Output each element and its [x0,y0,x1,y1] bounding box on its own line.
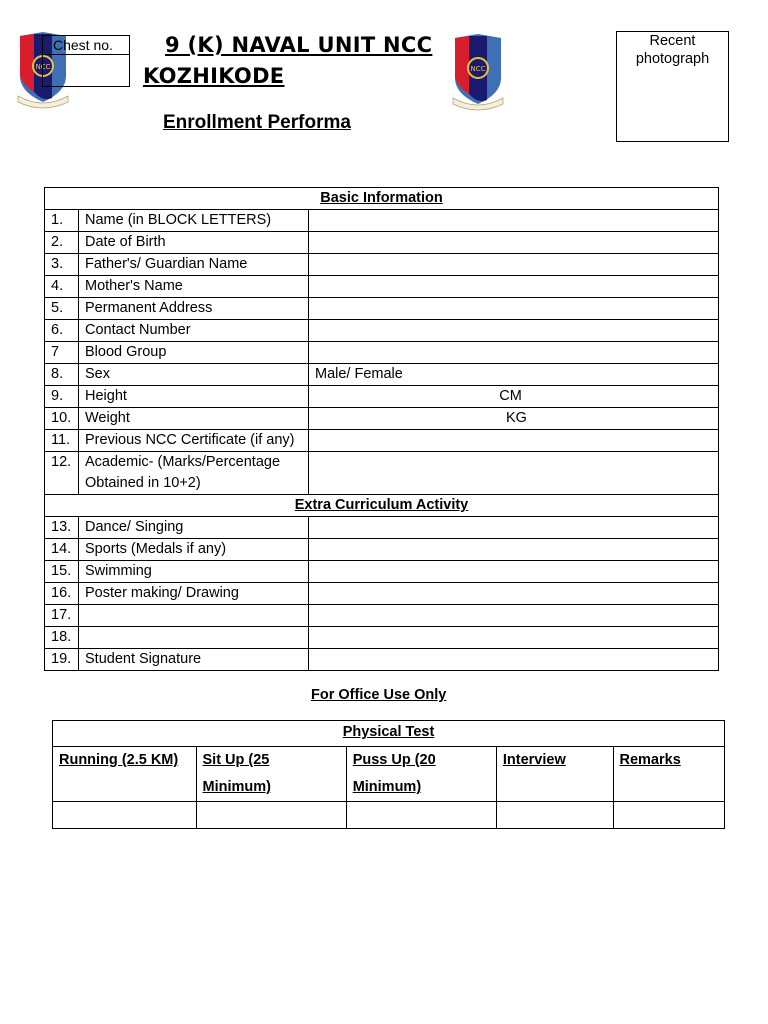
table-row [45,561,719,583]
basic-information-heading-row [45,188,719,210]
row-value-field[interactable] [309,605,719,627]
row-label: Student Signature [79,649,309,671]
physical-test-table [52,720,725,829]
row-label: Sex [79,364,309,386]
row-value-field[interactable] [309,627,719,649]
table-row [45,605,719,627]
row-value-field[interactable]: CM [309,386,719,408]
row-label: Sports (Medals if any) [79,539,309,561]
table-row [45,298,719,320]
row-label: Previous NCC Certificate (if any) [79,430,309,452]
unit-location: KOZHIKODE [143,64,285,88]
row-number: 8. [45,364,79,386]
row-value-field[interactable]: Male/ Female [309,364,719,386]
row-number: 9. [45,386,79,408]
table-row [45,649,719,671]
basic-information-heading: Basic Information [45,188,719,210]
row-number: 5. [45,298,79,320]
row-label: Dance/ Singing [79,517,309,539]
row-number: 15. [45,561,79,583]
basic-information-table [44,187,719,671]
photograph-box[interactable] [616,31,729,142]
row-value-field[interactable] [309,583,719,605]
row-value-field[interactable] [309,561,719,583]
chest-number-label: Chest no. [43,36,129,55]
row-number: 16. [45,583,79,605]
table-row [45,210,719,232]
row-number: 19. [45,649,79,671]
column-header: Interview [496,747,613,802]
row-number: 18. [45,627,79,649]
physical-test-entry-row [53,802,725,829]
physical-test-heading: Physical Test [53,721,725,747]
row-value-field[interactable] [309,298,719,320]
row-label: Academic- (Marks/Percentage Obtained in 10+2) [79,452,309,495]
ncc-emblem-right [449,32,507,112]
row-number: 7 [45,342,79,364]
emblem-text: NCC [35,63,51,71]
row-label: Poster making/ Drawing [79,583,309,605]
row-value-field[interactable] [309,276,719,298]
photo-label-line2: photograph [635,51,710,67]
row-number: 17. [45,605,79,627]
table-row [45,452,719,495]
column-header: Sit Up (25 Minimum) [196,747,346,802]
row-value-field[interactable]: KG [309,408,719,430]
row-value-field[interactable] [309,430,719,452]
row-label: Mother's Name [79,276,309,298]
column-header: Running (2.5 KM) [53,747,197,802]
unit-title: 9 (K) NAVAL UNIT NCC [165,33,433,57]
table-row [45,386,719,408]
row-value-field[interactable] [309,254,719,276]
table-row [45,539,719,561]
row-value-field[interactable] [309,649,719,671]
row-value-field[interactable] [309,210,719,232]
row-number: 4. [45,276,79,298]
row-value-field[interactable] [309,232,719,254]
row-number: 14. [45,539,79,561]
row-label: Father's/ Guardian Name [79,254,309,276]
row-value-field[interactable] [309,517,719,539]
row-label: Name (in BLOCK LETTERS) [79,210,309,232]
row-number: 6. [45,320,79,342]
column-header: Puss Up (20 Minimum) [346,747,496,802]
row-value-field[interactable] [309,320,719,342]
table-row [45,364,719,386]
row-label: Date of Birth [79,232,309,254]
table-row [45,627,719,649]
table-row [45,517,719,539]
table-row [45,408,719,430]
extra-curricular-heading: Extra Curriculum Activity [45,495,719,517]
row-label: Blood Group [79,342,309,364]
table-row [45,342,719,364]
emblem-text: NCC [470,65,486,73]
row-number: 12. [45,452,79,495]
physical-test-entry-field[interactable] [613,802,725,829]
row-label: Weight [79,408,309,430]
chest-number-box[interactable] [42,35,130,87]
physical-test-entry-field[interactable] [196,802,346,829]
row-number: 2. [45,232,79,254]
form-title: Enrollment Performa [163,112,351,133]
table-row [45,430,719,452]
physical-test-columns-row [53,747,725,802]
physical-test-entry-field[interactable] [496,802,613,829]
row-label [79,605,309,627]
row-number: 11. [45,430,79,452]
table-row [45,232,719,254]
column-header: Remarks [613,747,725,802]
table-row [45,583,719,605]
physical-test-entry-field[interactable] [53,802,197,829]
row-number: 3. [45,254,79,276]
table-row [45,320,719,342]
physical-test-entry-field[interactable] [346,802,496,829]
row-value-field[interactable] [309,342,719,364]
office-use-heading: For Office Use Only [311,687,447,703]
row-label: Height [79,386,309,408]
row-label: Swimming [79,561,309,583]
table-row [45,276,719,298]
row-value-field[interactable] [309,452,719,495]
row-label: Permanent Address [79,298,309,320]
row-number: 13. [45,517,79,539]
extra-curricular-heading-row [45,495,719,517]
photo-label-line1: Recent [649,33,696,49]
row-label: Contact Number [79,320,309,342]
physical-test-heading-row [53,721,725,747]
row-label [79,627,309,649]
table-row [45,254,719,276]
row-number: 10. [45,408,79,430]
row-value-field[interactable] [309,539,719,561]
row-number: 1. [45,210,79,232]
